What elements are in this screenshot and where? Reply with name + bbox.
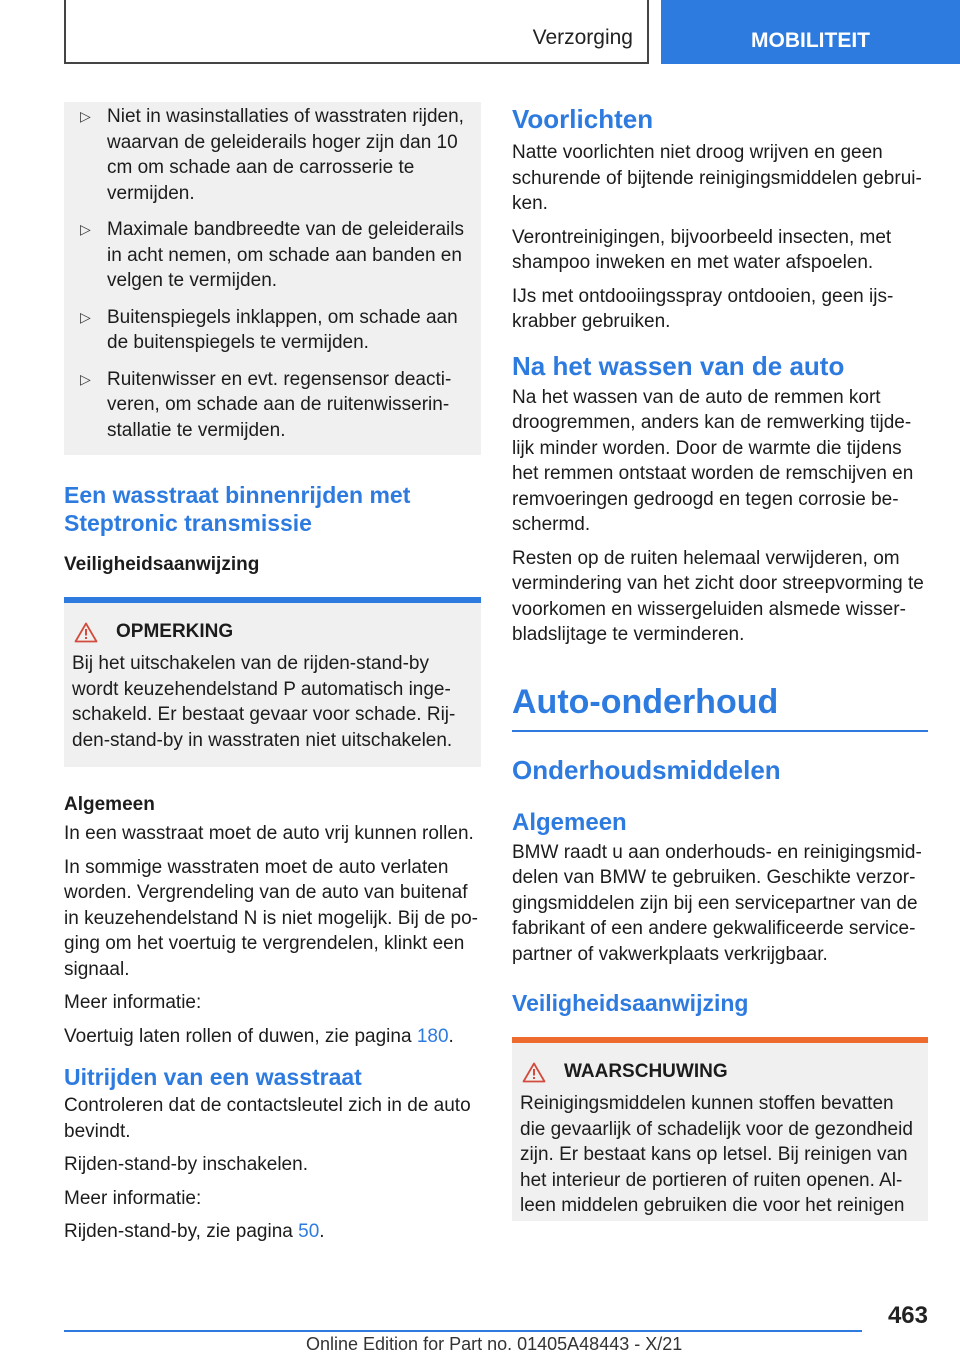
- headlights-paragraph-2: Verontreinigingen, bijvoorbeeld insecten, met shampoo inweken en met water afspoelen.: [512, 226, 892, 273]
- after-wash-paragraph-1: Na het wassen van de auto de remmen kort droogremmen, anders kan de remwerking tijde‐lijk minder worden. Door de warmte die tijdens het remmen ontstaat worden de remschijven en remvoeringen gedroogd en tegen corrosie be‐schermd.: [512, 386, 914, 535]
- warning-box: [512, 1037, 928, 1221]
- more-info-label: Meer informatie:: [64, 992, 202, 1013]
- warning-triangle-icon: [522, 1062, 546, 1083]
- list-item: ▷ Niet in wasinstallaties of wasstraten rijden, waarvan de geleiderails hoger zijn dan 10 cm om schade aan de carrosserie te vermijden.: [80, 106, 464, 204]
- note-label: OPMERKING: [116, 621, 234, 642]
- general-heading: Algemeen: [64, 794, 155, 815]
- car-care-heading: Auto-onderhoud: [512, 682, 779, 721]
- headlights-heading: Voorlichten: [512, 104, 654, 134]
- list-item: ▷ Buitenspiegels inklappen, om schade aan de buitenspiegels te vermijden.: [80, 306, 458, 353]
- general-paragraph-1: In een wasstraat moet de auto vrij kunnen rollen.: [64, 823, 474, 844]
- general-paragraph-2: In sommige wasstraten moet de auto verlaten worden. Vergrendeling van de auto van buitenaf in keuzehendelstand N is niet mogelijk. Bij de po‐ging om het voertuig te vergrendelen, klinkt een signaal.: [64, 856, 479, 980]
- after-wash-heading: Na het wassen van de auto: [512, 350, 845, 381]
- triangle-bullet-icon: ▷: [80, 308, 91, 325]
- exit-paragraph-1: Controleren dat de contactsleutel zich in de auto bevindt.: [64, 1095, 471, 1142]
- warning-text: Reinigingsmiddelen kunnen stoffen bevatten die gevaarlijk of schadelijk voor de gezondheid zijn. Er bestaat kans op letsel. Bij reinigen van het interieur de portieren of ruiten openen. Al‐leen middelen gebruiken die voor het reinigen: [520, 1093, 913, 1216]
- note-box: [64, 597, 481, 767]
- triangle-bullet-icon: ▷: [80, 221, 91, 237]
- general-paragraph: BMW raadt u aan onderhouds- en reinigingsmid‐delen van BMW te gebruiken. Geschikte verzor‐gingsmiddelen zijn bij een servicepartner van de fabrikant of een andere gekwalificeerde service‐partner of vakwerkplaats verkrijgbaar.: [512, 841, 922, 965]
- steptronic-heading: Een wasstraat binnenrijden met Steptronic transmissie: [64, 482, 411, 536]
- headlights-paragraph-3: IJs met ontdooiingsspray ontdooien, geen ijs‐krabber gebruiken.: [512, 285, 894, 332]
- header-section-title: Verzorging: [532, 26, 633, 49]
- page-number: 463: [887, 1302, 928, 1329]
- after-wash-paragraph-2: Resten op de ruiten helemaal verwijderen, om vermindering van het zicht door streepvorming te voorkomen en wissergeluiden alsmede wisser‐bladslijtage te verminderen.: [512, 547, 924, 645]
- list-item: ▷ Maximale bandbreedte van de geleiderails in acht nemen, om schade aan banden en velgen te vermijden.: [80, 219, 465, 291]
- heading-divider: [512, 730, 928, 732]
- header-tab-mobiliteit[interactable]: MOBILITEIT: [661, 0, 960, 64]
- exit-paragraph-2: Rijden-stand-by inschakelen.: [64, 1154, 308, 1175]
- header-section-box: [64, 0, 649, 64]
- warning-label: WAARSCHUWING: [564, 1061, 728, 1082]
- page-link-180[interactable]: 180: [416, 1025, 449, 1047]
- reference-standby: Rijden-stand-by, zie pagina 50.: [64, 1221, 325, 1242]
- headlights-paragraph-1: Natte voorlichten niet droog wrijven en geen schurende of bijtende reinigingsmiddelen gebrui‐ken.: [512, 142, 922, 214]
- note-header: [72, 621, 473, 643]
- exit-carwash-heading: Uitrijden van een wasstraat: [64, 1064, 362, 1090]
- more-info-label: Meer informatie:: [64, 1187, 202, 1209]
- products-heading: Onderhoudsmiddelen: [512, 754, 781, 785]
- carwash-bullet-list: [64, 102, 481, 455]
- footer-divider: [64, 1330, 862, 1332]
- note-text: Bij het uitschakelen van de rijden-stand-by wordt keuzehendelstand P automatisch inge‐schakeld. Er bestaat gevaar voor schade. Rij‐den-stand-by in wasstraten niet uitschakelen.: [72, 653, 456, 751]
- right-column: [512, 102, 928, 1221]
- reference-rolling: Voertuig laten rollen of duwen, zie pagina 180.: [64, 1025, 454, 1047]
- warning-triangle-icon: [74, 622, 98, 643]
- list-item: ▷ Ruitenwisser en evt. regensensor deacti‐veren, om schade aan de ruitenwisserin‐stallatie te vermijden.: [80, 368, 452, 441]
- left-column: [64, 102, 481, 1253]
- safety-heading: Veiligheidsaanwijzing: [64, 554, 260, 575]
- footer-edition: Online Edition for Part no. 01405A48443 - X/21: [306, 1334, 683, 1354]
- general-heading: Algemeen: [512, 808, 627, 836]
- triangle-bullet-icon: ▷: [80, 370, 91, 387]
- triangle-bullet-icon: ▷: [80, 108, 91, 124]
- warning-header: [520, 1061, 920, 1083]
- safety-heading: Veiligheidsaanwijzing: [512, 990, 749, 1016]
- page-link-50[interactable]: 50: [298, 1221, 320, 1242]
